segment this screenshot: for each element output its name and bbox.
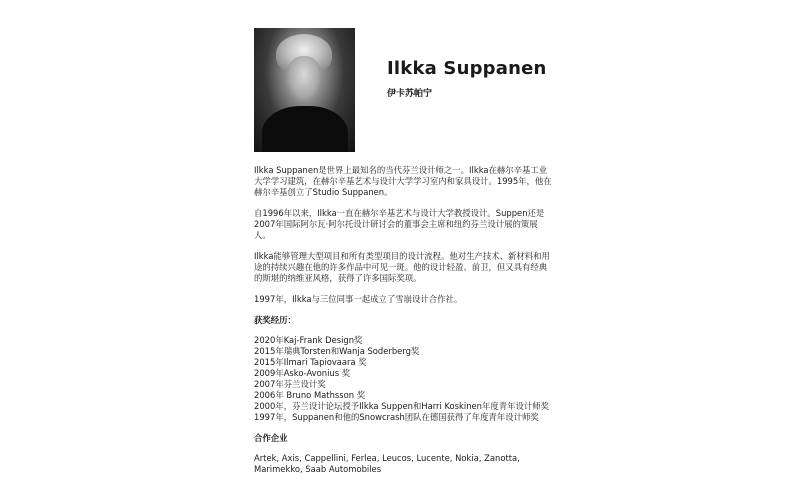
partners-title: 合作企业	[254, 433, 288, 443]
award-item: 2009年Asko-Avonius 奖	[254, 368, 351, 378]
award-item: 2015年Ilmari Tapiovaara 奖	[254, 357, 367, 367]
designer-name-cn: 伊卡苏帕宁	[387, 89, 433, 99]
award-item: 2020年Kaj-Frank Design奖	[254, 335, 363, 345]
award-item: 2015年瑞典Torsten和Wanja Soderberg奖	[254, 346, 420, 356]
awards-list	[254, 335, 554, 423]
awards-title: 获奖经历：	[254, 315, 296, 325]
bio-paragraph: 自1996年以来，Ilkka一直在赫尔辛基艺术与设计大学教授设计。Suppen还是2007年国际阿尔瓦·阿尔托设计研讨会的董事会主席和纽约芬兰设计展的策展人。	[254, 208, 545, 240]
award-item: 2000年，芬兰设计论坛授予Ilkka Suppen和Harri Koskinen年度青年设计师奖	[254, 401, 549, 411]
bio-paragraph: Ilkka能够管理大型项目和所有类型项目的设计流程。他对生产技术、新材料和用途的持续兴趣在他的许多作品中可见一斑。他的设计轻盈、前卫，但又具有经典的斯堪的纳维亚风格，获得了许多国际奖项。	[254, 251, 550, 283]
portrait-photo	[254, 28, 355, 152]
award-item: 2007年芬兰设计奖	[254, 379, 326, 389]
bio-section	[254, 165, 554, 485]
partners-list: Artek, Axis, Cappellini, Ferlea, Leucos, Lucente, Nokia, Zanotta, Marimekko, Saab Automobiles	[254, 453, 520, 474]
bio-paragraph: 1997年，Ilkka与三位同事一起成立了雪崩设计合作社。	[254, 294, 463, 304]
award-item: 2006年 Bruno Mathsson 奖	[254, 390, 366, 400]
award-item: 1997年，Suppanen和他的Snowcrash团队在德国获得了年度青年设计师奖	[254, 412, 539, 422]
designer-name: Ilkka Suppanen	[387, 58, 547, 79]
bio-paragraph: Ilkka Suppanen是世界上最知名的当代芬兰设计师之一。Ilkka在赫尔辛基工业大学学习建筑，在赫尔辛基艺术与设计大学学习室内和家具设计。1995年，他在赫尔辛基创立了Studio Suppanen。	[254, 165, 552, 197]
